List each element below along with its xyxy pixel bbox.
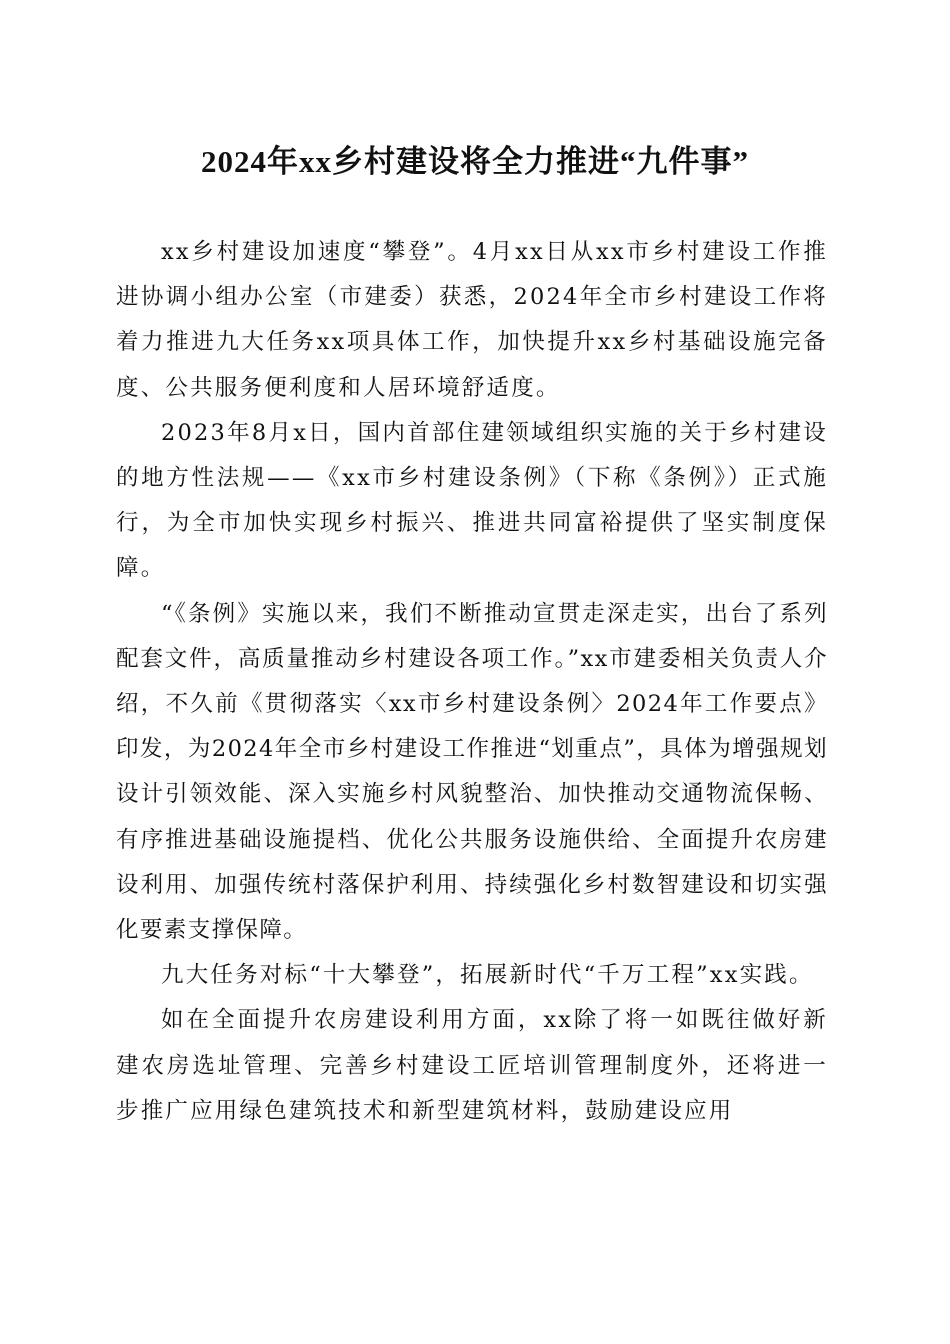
paragraph: xx乡村建设加速度“攀登”。4月xx日从xx市乡村建设工作推进协调小组办公室（市建委）获悉，2024年全市乡村建设工作将着力推进九大任务xx项具体工作，加快提升xx乡村基础设施完备度、公共服务便利度和人居环境舒适度。	[116, 239, 828, 401]
document-body	[116, 230, 828, 1134]
paragraph: “《条例》实施以来，我们不断推动宣贯走深走实，出台了系列配套文件，高质量推动乡村建设各项工作。”xx市建委相关负责人介绍，不久前《贯彻落实〈xx市乡村建设条例〉2024年工作要点》印发，为2024年全市乡村建设工作推进“划重点”，具体为增强规划设计引领效能、深入实施乡村风貌整治、加快推动交通物流保畅、有序推进基础设施提档、优化公共服务设施供给、全面提升农房建设利用、加强传统村落保护利用、持续强化乡村数智建设和切实强化要素支撑保障。	[116, 600, 828, 944]
paragraph: 九大任务对标“十大攀登”，拓展新时代“千万工程”xx实践。	[161, 962, 814, 989]
paragraph: 如在全面提升农房建设利用方面，xx除了将一如既往做好新建农房选址管理、完善乡村建设工匠培训管理制度外，还将进一步推广应用绿色建筑技术和新型建筑材料，鼓励建设应用	[116, 1007, 828, 1124]
paragraph: 2023年8月x日，国内首部住建领域组织实施的关于乡村建设的地方性法规——《xx市乡村建设条例》（下称《条例》）正式施行，为全市加快实现乡村振兴、推进共同富裕提供了坚实制度保障。	[116, 419, 828, 582]
document-title: 2024年xx乡村建设将全力推进“九件事”	[201, 144, 749, 179]
